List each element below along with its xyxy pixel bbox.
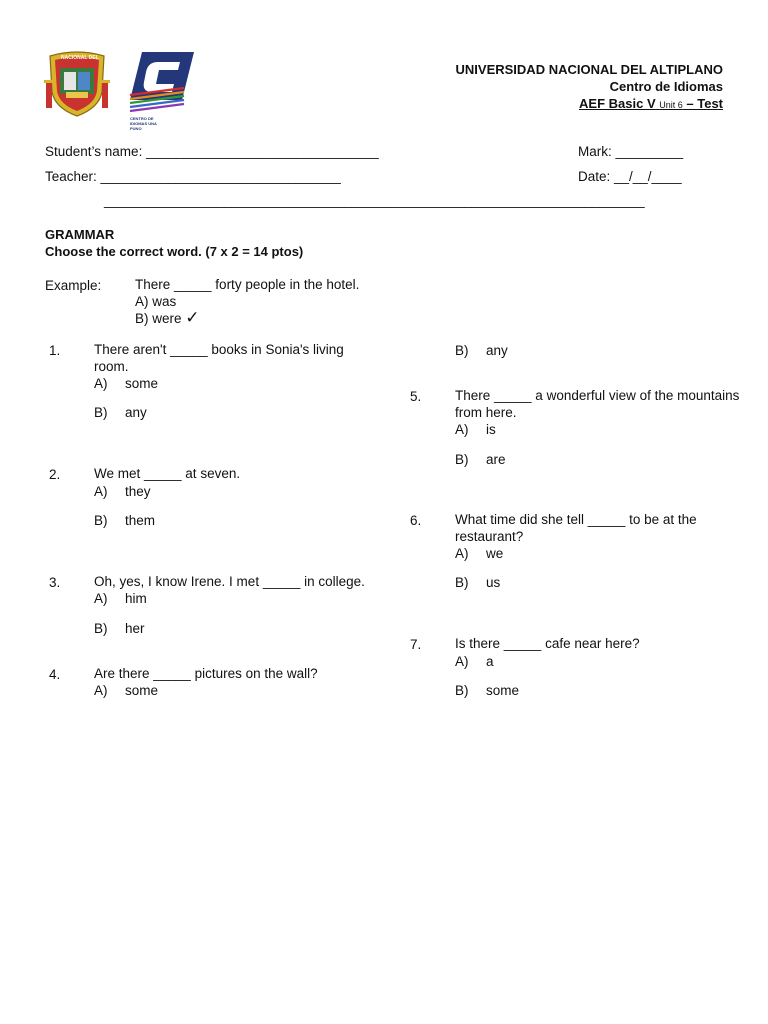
option-letter: A) [94,683,108,698]
university-seal-logo [44,46,110,118]
option-letter: B) [455,452,469,467]
example-block [135,277,359,328]
option-text: are [486,452,506,467]
option-a [455,546,503,561]
option-text: them [125,513,156,528]
option-letter: A) [455,546,469,561]
mark-field: Mark: _________ [578,144,684,159]
example-option-b: B) were [135,311,182,326]
question-text: There _____ a wonderful view of the mountains from here. [455,388,740,420]
option-a [94,591,147,606]
option-text: her [125,621,145,636]
option-b [455,452,506,467]
separator-line: ________________________________________________________________________ [104,193,645,208]
example-sentence: There _____ forty people in the hotel. [135,277,360,292]
option-letter: A) [94,591,108,606]
logo-caption: CENTRO DE IDIOMAS UNA PUNO [130,116,157,131]
option-b [94,405,147,420]
option-text: some [125,683,159,698]
language-center-logo [128,48,198,131]
question-number: 3. [49,575,61,590]
option-letter: B) [455,343,469,358]
option-text: us [486,575,501,590]
question-text: Are there _____ pictures on the wall? [94,666,318,681]
teacher-field: Teacher: ________________________________ [45,169,341,184]
option-letter: B) [94,621,108,636]
option-letter: A) [455,654,469,669]
question-text: Is there _____ cafe near here? [455,636,640,651]
option-letter: A) [94,484,108,499]
option-a [455,654,494,669]
option-b [455,343,508,358]
section-instruction: Choose the correct word. (7 x 2 = 14 ptos) [45,244,304,259]
option-text: a [486,654,494,669]
option-text: we [486,546,504,561]
test-label: – Test [686,96,723,111]
option-a [455,422,496,437]
option-text: some [125,376,159,391]
option-letter: B) [94,405,108,420]
unit-label: Unit 6 [659,100,683,110]
course-title [456,95,723,114]
option-b [94,621,145,636]
question-number: 7. [410,637,422,652]
checkmark-icon: ✓ [185,308,200,327]
date-field: Date: __/__/____ [578,169,682,184]
option-b [94,513,155,528]
university-name: UNIVERSIDAD NACIONAL DEL ALTIPLANO [455,62,723,77]
option-b [455,575,500,590]
option-a [94,683,158,698]
option-b [455,683,519,698]
option-a [94,376,158,391]
option-letter: B) [455,575,469,590]
option-text: any [125,405,147,420]
question-number: 1. [49,343,61,358]
option-text: is [486,422,496,437]
example-label: Example: [45,278,102,293]
question-text: We met _____ at seven. [94,466,241,481]
option-letter: B) [455,683,469,698]
question-number: 2. [49,467,61,482]
seal-text: NACIONAL DEL [61,55,99,61]
question-text: What time did she tell _____ to be at the restaurant? [455,512,697,544]
option-text: any [486,343,508,358]
option-letter: A) [94,376,108,391]
option-letter: B) [94,513,108,528]
header-block [456,61,723,114]
course-name: AEF Basic V [579,96,656,111]
option-letter: A) [455,422,469,437]
option-text: some [486,683,520,698]
section-title: GRAMMAR [45,227,115,242]
center-name: Centro de Idiomas [609,79,723,94]
example-option-a: A) was [135,293,177,309]
question-number: 4. [49,667,61,682]
question-text: Oh, yes, I know Irene. I met _____ in college. [94,574,365,589]
question-text: There aren't _____ books in Sonia's living room. [94,342,344,374]
option-text: they [125,484,151,499]
question-number: 6. [410,513,422,528]
student-name-field: Student’s name: _______________________________ [45,144,379,159]
example-option-b-row [135,310,359,328]
option-a [94,484,151,499]
option-text: him [125,591,147,606]
question-number: 5. [410,389,422,404]
